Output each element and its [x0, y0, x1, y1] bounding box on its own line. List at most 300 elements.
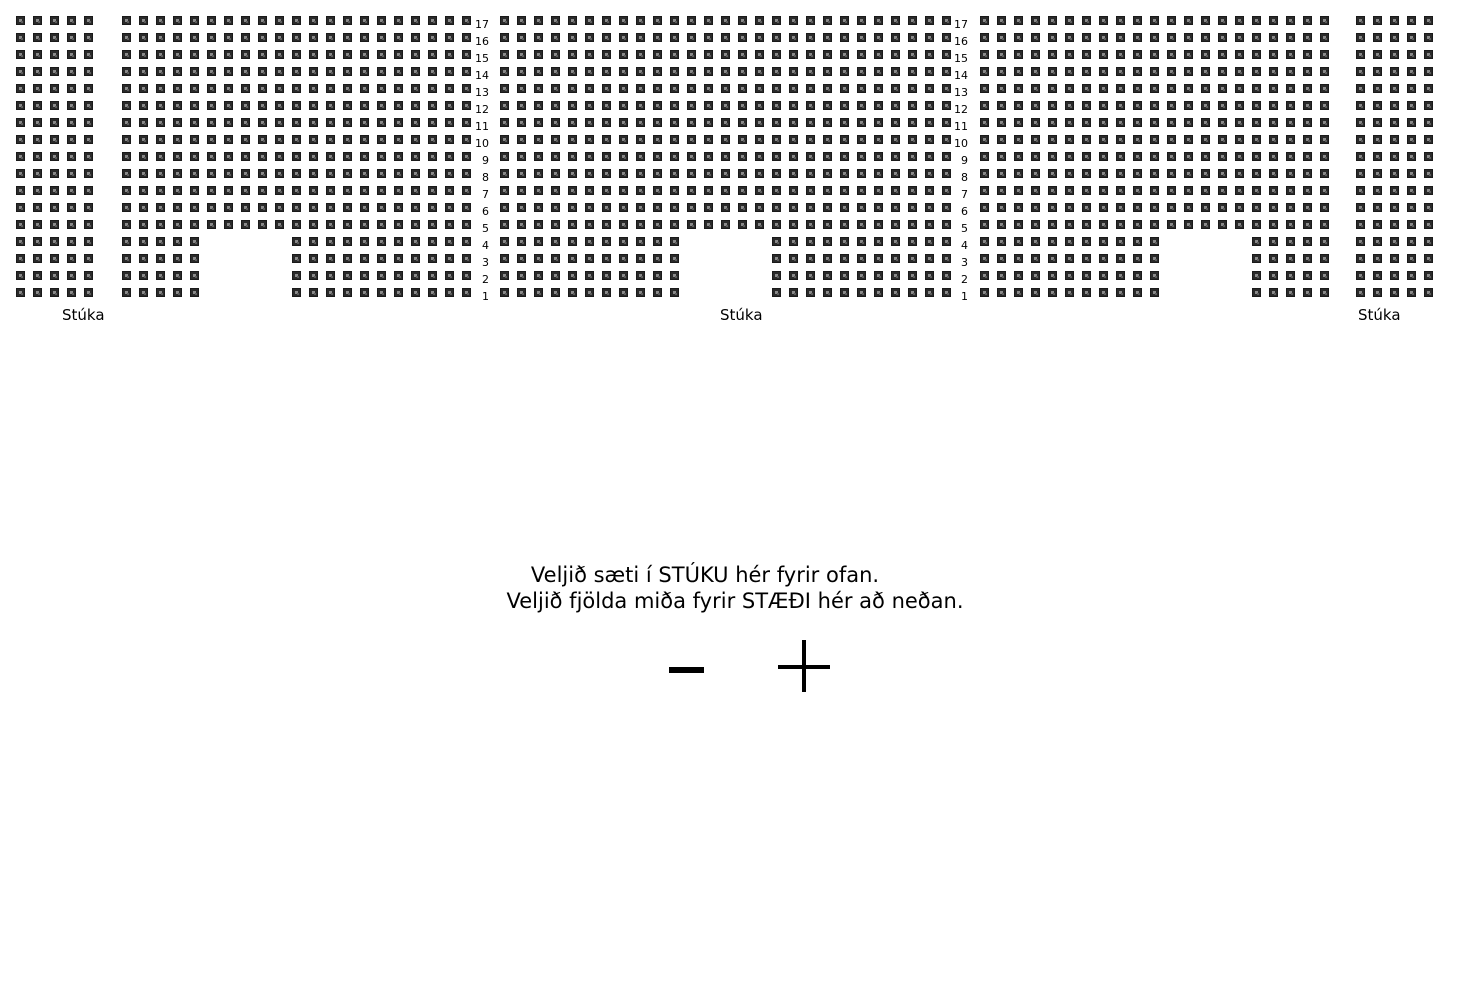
seat[interactable]: [1356, 288, 1365, 297]
seat[interactable]: [1065, 169, 1074, 178]
seat[interactable]: [670, 50, 679, 59]
seat[interactable]: [1133, 169, 1142, 178]
seat[interactable]: [360, 118, 369, 127]
seat[interactable]: [122, 169, 131, 178]
seat[interactable]: [772, 237, 781, 246]
seat[interactable]: [500, 118, 509, 127]
seat[interactable]: [309, 254, 318, 263]
seat[interactable]: [1099, 237, 1108, 246]
seat[interactable]: [1133, 271, 1142, 280]
seat[interactable]: [326, 237, 335, 246]
seat[interactable]: [619, 169, 628, 178]
seat[interactable]: [84, 271, 93, 280]
seat[interactable]: [343, 220, 352, 229]
seat[interactable]: [500, 169, 509, 178]
seat[interactable]: [840, 186, 849, 195]
seat[interactable]: [551, 220, 560, 229]
seat[interactable]: [1356, 220, 1365, 229]
seat[interactable]: [908, 33, 917, 42]
seat[interactable]: [309, 169, 318, 178]
seat[interactable]: [67, 186, 76, 195]
seat[interactable]: [1201, 84, 1210, 93]
seat[interactable]: [428, 152, 437, 161]
seat[interactable]: [1014, 33, 1023, 42]
seat[interactable]: [173, 84, 182, 93]
seat[interactable]: [1201, 50, 1210, 59]
seat[interactable]: [980, 271, 989, 280]
seat[interactable]: [16, 152, 25, 161]
seat[interactable]: [840, 50, 849, 59]
seat[interactable]: [428, 237, 437, 246]
seat[interactable]: [1252, 186, 1261, 195]
seat[interactable]: [428, 220, 437, 229]
seat[interactable]: [67, 50, 76, 59]
seat[interactable]: [1407, 101, 1416, 110]
seat[interactable]: [997, 135, 1006, 144]
seat[interactable]: [1269, 288, 1278, 297]
seat[interactable]: [67, 101, 76, 110]
seat[interactable]: [445, 50, 454, 59]
seat[interactable]: [292, 118, 301, 127]
seat[interactable]: [394, 203, 403, 212]
seat[interactable]: [874, 220, 883, 229]
seat[interactable]: [1235, 50, 1244, 59]
seat[interactable]: [925, 33, 934, 42]
seat[interactable]: [704, 84, 713, 93]
seat[interactable]: [224, 220, 233, 229]
seat[interactable]: [1014, 220, 1023, 229]
seat[interactable]: [394, 254, 403, 263]
seat[interactable]: [207, 186, 216, 195]
seat[interactable]: [517, 254, 526, 263]
seat[interactable]: [619, 288, 628, 297]
seat[interactable]: [1184, 84, 1193, 93]
seat[interactable]: [942, 169, 951, 178]
seat[interactable]: [292, 50, 301, 59]
seat[interactable]: [942, 220, 951, 229]
seat[interactable]: [670, 84, 679, 93]
seat[interactable]: [925, 220, 934, 229]
seat[interactable]: [806, 135, 815, 144]
seat[interactable]: [1252, 220, 1261, 229]
seat[interactable]: [517, 237, 526, 246]
seat[interactable]: [997, 220, 1006, 229]
seat[interactable]: [1269, 118, 1278, 127]
seat[interactable]: [585, 84, 594, 93]
seat[interactable]: [1184, 169, 1193, 178]
seat[interactable]: [1390, 50, 1399, 59]
seat[interactable]: [1252, 288, 1261, 297]
seat[interactable]: [857, 101, 866, 110]
seat[interactable]: [122, 67, 131, 76]
seat[interactable]: [1082, 254, 1091, 263]
seat[interactable]: [394, 50, 403, 59]
seat[interactable]: [534, 186, 543, 195]
seat[interactable]: [1133, 33, 1142, 42]
seat[interactable]: [326, 152, 335, 161]
seat[interactable]: [445, 271, 454, 280]
seat[interactable]: [67, 237, 76, 246]
seat[interactable]: [1133, 254, 1142, 263]
seat[interactable]: [67, 118, 76, 127]
seat[interactable]: [67, 169, 76, 178]
seat[interactable]: [823, 135, 832, 144]
seat[interactable]: [462, 33, 471, 42]
seat[interactable]: [997, 237, 1006, 246]
seat[interactable]: [1269, 186, 1278, 195]
seat[interactable]: [1167, 16, 1176, 25]
seat[interactable]: [156, 118, 165, 127]
seat[interactable]: [207, 220, 216, 229]
seat[interactable]: [704, 220, 713, 229]
seat[interactable]: [122, 50, 131, 59]
seat[interactable]: [789, 67, 798, 76]
seat[interactable]: [1201, 16, 1210, 25]
seat[interactable]: [1150, 288, 1159, 297]
seat[interactable]: [156, 271, 165, 280]
seat[interactable]: [704, 135, 713, 144]
seat[interactable]: [755, 84, 764, 93]
seat[interactable]: [602, 33, 611, 42]
seat[interactable]: [534, 203, 543, 212]
seat[interactable]: [1407, 254, 1416, 263]
seat[interactable]: [551, 186, 560, 195]
seat[interactable]: [309, 118, 318, 127]
seat[interactable]: [551, 84, 560, 93]
seat[interactable]: [1407, 203, 1416, 212]
seat[interactable]: [500, 135, 509, 144]
seat[interactable]: [1252, 84, 1261, 93]
seat[interactable]: [343, 16, 352, 25]
seat[interactable]: [394, 271, 403, 280]
seat[interactable]: [343, 50, 352, 59]
seat[interactable]: [823, 220, 832, 229]
seat[interactable]: [1031, 152, 1040, 161]
seat[interactable]: [772, 254, 781, 263]
seat[interactable]: [1286, 135, 1295, 144]
seat[interactable]: [156, 169, 165, 178]
seat[interactable]: [653, 101, 662, 110]
seat[interactable]: [1424, 135, 1433, 144]
seat[interactable]: [687, 220, 696, 229]
seat[interactable]: [1014, 152, 1023, 161]
seat[interactable]: [1065, 203, 1074, 212]
seat[interactable]: [1320, 50, 1329, 59]
seat[interactable]: [1356, 152, 1365, 161]
seat[interactable]: [1218, 33, 1227, 42]
seat[interactable]: [1286, 33, 1295, 42]
seat[interactable]: [360, 67, 369, 76]
seat[interactable]: [1082, 135, 1091, 144]
seat[interactable]: [122, 271, 131, 280]
seat[interactable]: [980, 67, 989, 76]
seat[interactable]: [1320, 237, 1329, 246]
seat[interactable]: [462, 220, 471, 229]
seat[interactable]: [360, 271, 369, 280]
seat[interactable]: [1014, 271, 1023, 280]
seat[interactable]: [1082, 152, 1091, 161]
seat[interactable]: [1303, 33, 1312, 42]
seat[interactable]: [1065, 84, 1074, 93]
seat[interactable]: [687, 101, 696, 110]
seat[interactable]: [997, 186, 1006, 195]
seat[interactable]: [806, 186, 815, 195]
seat[interactable]: [568, 135, 577, 144]
seat[interactable]: [156, 135, 165, 144]
seat[interactable]: [190, 16, 199, 25]
seat[interactable]: [50, 254, 59, 263]
seat[interactable]: [1407, 50, 1416, 59]
seat[interactable]: [653, 271, 662, 280]
seat[interactable]: [755, 118, 764, 127]
seat[interactable]: [1201, 118, 1210, 127]
seat[interactable]: [670, 135, 679, 144]
seat[interactable]: [1133, 288, 1142, 297]
seat[interactable]: [139, 254, 148, 263]
seat[interactable]: [500, 254, 509, 263]
seat[interactable]: [411, 169, 420, 178]
seat[interactable]: [411, 152, 420, 161]
seat[interactable]: [156, 152, 165, 161]
seat[interactable]: [551, 152, 560, 161]
seat[interactable]: [1065, 186, 1074, 195]
seat[interactable]: [1390, 101, 1399, 110]
seat[interactable]: [1373, 203, 1382, 212]
seat[interactable]: [445, 288, 454, 297]
seat[interactable]: [942, 16, 951, 25]
seat[interactable]: [619, 271, 628, 280]
seat[interactable]: [190, 118, 199, 127]
seat[interactable]: [1286, 67, 1295, 76]
seat[interactable]: [997, 203, 1006, 212]
seat[interactable]: [1269, 152, 1278, 161]
seat[interactable]: [908, 288, 917, 297]
seat[interactable]: [772, 101, 781, 110]
seat[interactable]: [1014, 101, 1023, 110]
seat[interactable]: [1286, 101, 1295, 110]
seat[interactable]: [980, 288, 989, 297]
seat[interactable]: [428, 288, 437, 297]
seat[interactable]: [602, 101, 611, 110]
seat[interactable]: [1269, 271, 1278, 280]
seat[interactable]: [1184, 186, 1193, 195]
seat[interactable]: [997, 152, 1006, 161]
seat[interactable]: [1201, 67, 1210, 76]
seat[interactable]: [806, 101, 815, 110]
seat[interactable]: [84, 169, 93, 178]
seat[interactable]: [1303, 220, 1312, 229]
seat[interactable]: [704, 203, 713, 212]
seat[interactable]: [789, 135, 798, 144]
seat[interactable]: [173, 67, 182, 76]
seat[interactable]: [891, 67, 900, 76]
seat[interactable]: [275, 84, 284, 93]
seat[interactable]: [534, 101, 543, 110]
seat[interactable]: [942, 186, 951, 195]
seat[interactable]: [1099, 203, 1108, 212]
seat[interactable]: [50, 135, 59, 144]
seat[interactable]: [755, 67, 764, 76]
seat[interactable]: [891, 203, 900, 212]
seat[interactable]: [224, 169, 233, 178]
seat[interactable]: [857, 33, 866, 42]
seat[interactable]: [908, 169, 917, 178]
seat[interactable]: [1048, 135, 1057, 144]
seat[interactable]: [925, 84, 934, 93]
seat[interactable]: [1303, 237, 1312, 246]
seat[interactable]: [721, 203, 730, 212]
seat[interactable]: [343, 186, 352, 195]
seat[interactable]: [840, 288, 849, 297]
seat[interactable]: [925, 186, 934, 195]
seat[interactable]: [139, 33, 148, 42]
seat[interactable]: [942, 50, 951, 59]
seat[interactable]: [1235, 84, 1244, 93]
seat[interactable]: [534, 254, 543, 263]
seat[interactable]: [16, 220, 25, 229]
seat[interactable]: [377, 50, 386, 59]
seat[interactable]: [1184, 220, 1193, 229]
seat[interactable]: [173, 101, 182, 110]
seat[interactable]: [602, 16, 611, 25]
seat[interactable]: [67, 203, 76, 212]
seat[interactable]: [445, 186, 454, 195]
seat[interactable]: [823, 203, 832, 212]
seat[interactable]: [411, 220, 420, 229]
seat[interactable]: [704, 33, 713, 42]
seat[interactable]: [823, 50, 832, 59]
seat[interactable]: [980, 16, 989, 25]
seat[interactable]: [1390, 254, 1399, 263]
seat[interactable]: [1048, 101, 1057, 110]
seat[interactable]: [1407, 237, 1416, 246]
seat[interactable]: [275, 220, 284, 229]
seat[interactable]: [275, 16, 284, 25]
seat[interactable]: [517, 50, 526, 59]
seat[interactable]: [568, 220, 577, 229]
seat[interactable]: [275, 203, 284, 212]
seat[interactable]: [568, 288, 577, 297]
seat[interactable]: [670, 220, 679, 229]
seat[interactable]: [806, 16, 815, 25]
seat[interactable]: [445, 152, 454, 161]
seat[interactable]: [789, 288, 798, 297]
seat[interactable]: [806, 152, 815, 161]
seat[interactable]: [1303, 152, 1312, 161]
seat[interactable]: [551, 101, 560, 110]
seat[interactable]: [1065, 271, 1074, 280]
seat[interactable]: [687, 135, 696, 144]
seat[interactable]: [84, 135, 93, 144]
seat[interactable]: [942, 152, 951, 161]
seat[interactable]: [823, 271, 832, 280]
seat[interactable]: [1218, 169, 1227, 178]
increase-quantity-button[interactable]: [768, 630, 838, 700]
seat[interactable]: [84, 203, 93, 212]
seat[interactable]: [653, 220, 662, 229]
seat[interactable]: [1116, 271, 1125, 280]
seat[interactable]: [1235, 186, 1244, 195]
seat[interactable]: [636, 135, 645, 144]
seat[interactable]: [653, 118, 662, 127]
seat[interactable]: [1048, 84, 1057, 93]
seat[interactable]: [50, 220, 59, 229]
seat[interactable]: [585, 237, 594, 246]
seat[interactable]: [33, 186, 42, 195]
seat[interactable]: [1269, 254, 1278, 263]
seat[interactable]: [360, 101, 369, 110]
seat[interactable]: [806, 50, 815, 59]
seat[interactable]: [636, 33, 645, 42]
seat[interactable]: [517, 169, 526, 178]
seat[interactable]: [772, 152, 781, 161]
seat[interactable]: [551, 33, 560, 42]
seat[interactable]: [190, 152, 199, 161]
seat[interactable]: [258, 220, 267, 229]
seat[interactable]: [1167, 203, 1176, 212]
seat[interactable]: [1269, 203, 1278, 212]
seat[interactable]: [806, 84, 815, 93]
seat[interactable]: [1218, 67, 1227, 76]
seat[interactable]: [1099, 186, 1108, 195]
seat[interactable]: [1390, 186, 1399, 195]
seat[interactable]: [139, 220, 148, 229]
seat[interactable]: [942, 254, 951, 263]
seat[interactable]: [1269, 169, 1278, 178]
seat[interactable]: [258, 169, 267, 178]
seat[interactable]: [1201, 33, 1210, 42]
seat[interactable]: [772, 67, 781, 76]
seat[interactable]: [462, 135, 471, 144]
seat[interactable]: [122, 33, 131, 42]
seat[interactable]: [50, 186, 59, 195]
seat[interactable]: [1269, 67, 1278, 76]
seat[interactable]: [1286, 84, 1295, 93]
seat[interactable]: [1065, 288, 1074, 297]
seat[interactable]: [156, 33, 165, 42]
seat[interactable]: [1320, 169, 1329, 178]
seat[interactable]: [1218, 50, 1227, 59]
seat[interactable]: [156, 50, 165, 59]
seat[interactable]: [500, 220, 509, 229]
seat[interactable]: [1150, 254, 1159, 263]
seat[interactable]: [1407, 67, 1416, 76]
seat[interactable]: [428, 271, 437, 280]
seat[interactable]: [1133, 16, 1142, 25]
seat[interactable]: [326, 288, 335, 297]
seat[interactable]: [551, 237, 560, 246]
seat[interactable]: [1356, 169, 1365, 178]
seat[interactable]: [619, 101, 628, 110]
seat[interactable]: [534, 84, 543, 93]
seat[interactable]: [891, 118, 900, 127]
seat[interactable]: [16, 33, 25, 42]
seat[interactable]: [360, 254, 369, 263]
seat[interactable]: [190, 50, 199, 59]
seat[interactable]: [1082, 16, 1091, 25]
seat[interactable]: [619, 203, 628, 212]
seat[interactable]: [394, 84, 403, 93]
seat[interactable]: [619, 50, 628, 59]
seat[interactable]: [462, 186, 471, 195]
seat[interactable]: [258, 203, 267, 212]
seat[interactable]: [908, 237, 917, 246]
seat[interactable]: [1167, 33, 1176, 42]
seat[interactable]: [360, 169, 369, 178]
seat[interactable]: [789, 169, 798, 178]
seat[interactable]: [585, 288, 594, 297]
seat[interactable]: [891, 220, 900, 229]
